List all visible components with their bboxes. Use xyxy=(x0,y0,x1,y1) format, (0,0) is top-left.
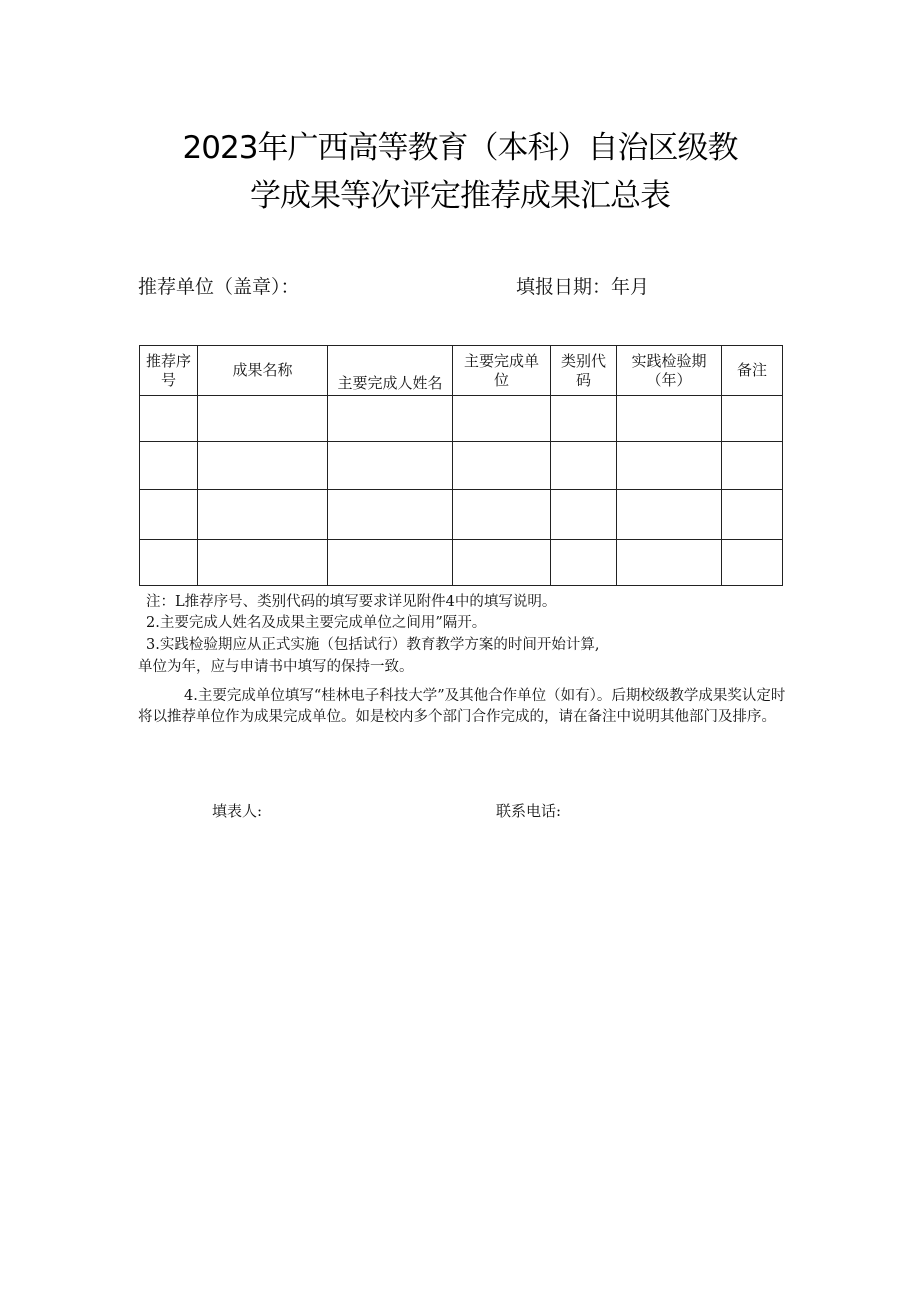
note-4: 4.主要完成单位填写“桂林电子科技大学”及其他合作单位（如有）。后期校级教学成果奖认定时将以推荐单位作为成果完成单位。如是校内多个部门合作完成的，请在备注中说明其他部门及排序。 xyxy=(138,688,786,725)
table-cell[interactable] xyxy=(140,490,198,540)
table-cell[interactable] xyxy=(453,490,551,540)
table-row xyxy=(140,490,783,540)
table-cell[interactable] xyxy=(617,490,722,540)
table-cell[interactable] xyxy=(198,442,328,490)
page-title-line-1: 2023年广西高等教育（本科）自治区级教 xyxy=(182,130,738,166)
table-cell[interactable] xyxy=(453,442,551,490)
table-cell[interactable] xyxy=(722,490,783,540)
header-rec-no: 推荐序 号 xyxy=(140,346,198,396)
table-row xyxy=(140,540,783,586)
table-cell[interactable] xyxy=(551,442,617,490)
table-cell[interactable] xyxy=(453,540,551,586)
table-cell[interactable] xyxy=(617,396,722,442)
table-cell[interactable] xyxy=(453,396,551,442)
table-cell[interactable] xyxy=(198,396,328,442)
table-cell[interactable] xyxy=(140,540,198,586)
header-result-name: 成果名称 xyxy=(198,346,328,396)
table-row xyxy=(140,442,783,490)
table-cell[interactable] xyxy=(328,540,453,586)
table-cell[interactable] xyxy=(617,540,722,586)
note-1: 注：L推荐序号、类别代码的填写要求详见附件4中的填写说明。 xyxy=(146,594,557,610)
table-cell[interactable] xyxy=(722,442,783,490)
page-title-line-2: 学成果等次评定推荐成果汇总表 xyxy=(250,178,670,214)
table-cell[interactable] xyxy=(551,490,617,540)
fill-date-label: 填报日期：年月 xyxy=(516,276,650,298)
note-3: 3.实践检验期应从正式实施（包括试行）教育教学方案的时间开始计算, xyxy=(146,637,600,653)
contact-phone-label: 联系电话: xyxy=(496,802,562,820)
table-cell[interactable] xyxy=(140,442,198,490)
table-cell[interactable] xyxy=(722,396,783,442)
table-cell[interactable] xyxy=(198,490,328,540)
header-practice-period: 实践检验期 （年） xyxy=(617,346,722,396)
table-cell[interactable] xyxy=(328,442,453,490)
header-remarks: 备注 xyxy=(722,346,783,396)
table-cell[interactable] xyxy=(722,540,783,586)
header-main-unit: 主要完成单 位 xyxy=(453,346,551,396)
filler-label: 填表人: xyxy=(212,802,263,820)
table-row xyxy=(140,396,783,442)
header-main-contributors: 主要完成人姓名 xyxy=(328,346,453,396)
table-cell[interactable] xyxy=(551,540,617,586)
table-cell[interactable] xyxy=(140,396,198,442)
table-header-row xyxy=(140,346,783,396)
table-cell[interactable] xyxy=(617,442,722,490)
summary-table xyxy=(139,345,783,586)
note-3-continued: 单位为年，应与申请书中填写的保持一致。 xyxy=(138,659,414,675)
recommending-unit-label: 推荐单位（盖章）： xyxy=(138,276,300,298)
table-cell[interactable] xyxy=(328,490,453,540)
table-cell[interactable] xyxy=(551,396,617,442)
table-cell[interactable] xyxy=(198,540,328,586)
header-category-code: 类别代 码 xyxy=(551,346,617,396)
table-cell[interactable] xyxy=(328,396,453,442)
note-2: 2.主要完成人姓名及成果主要完成单位之间用”隔开。 xyxy=(146,615,487,631)
